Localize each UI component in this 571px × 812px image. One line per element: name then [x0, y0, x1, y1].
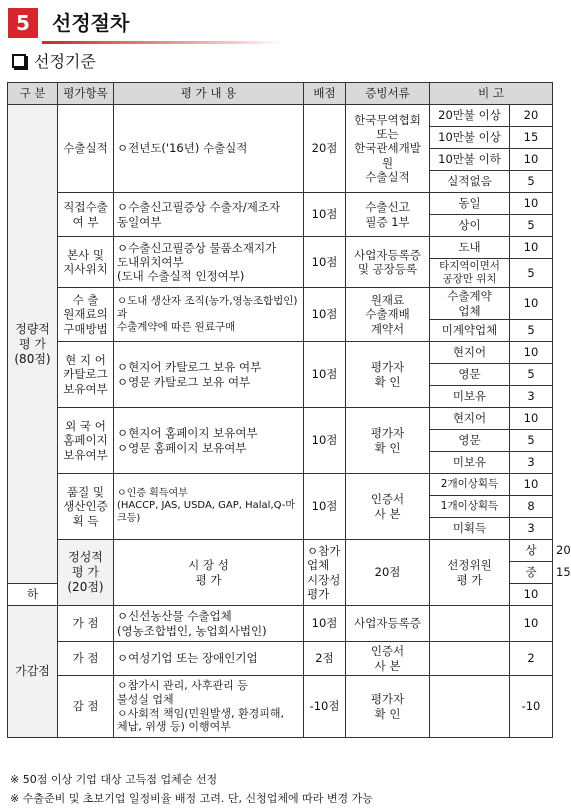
remark-label: 영문 — [430, 364, 510, 386]
item-score: 2점 — [304, 642, 346, 676]
remark-label: 하 — [8, 584, 58, 606]
item-score: 10점 — [304, 408, 346, 474]
item-document: 인증서 사 본 — [346, 474, 430, 540]
item-score: 10점 — [304, 193, 346, 237]
item-name: 수 출 원재료의 구매방법 — [58, 288, 114, 342]
footnote: ※ 수출준비 및 초보기업 일정비율 배정 고려. 단, 신청업체에 따라 변경 가능 — [10, 792, 373, 805]
remark-label: 상이 — [430, 215, 510, 237]
remark-label: 미계약업체 — [430, 320, 510, 342]
item-document: 선정위원 평 가 — [430, 540, 510, 606]
remark-empty — [430, 606, 510, 642]
section-header — [8, 8, 288, 40]
remark-value: 3 — [510, 386, 553, 408]
remark-value: 5 — [510, 171, 553, 193]
item-name: 현 지 어 카탈로그 보유여부 — [58, 342, 114, 408]
footnote: ※ 50점 이상 기업 대상 고득점 업체순 선정 — [10, 773, 218, 786]
item-document: 평가자 확 인 — [346, 342, 430, 408]
item-content: ㅇ전년도('16년) 수출실적 — [114, 105, 304, 193]
item-content: ㅇ도내 생산자 조직(농가,영농조합법인)과 수출계약에 따른 원료구매 — [114, 288, 304, 342]
item-document: 원재료 수출재배 계약서 — [346, 288, 430, 342]
remark-value: 3 — [510, 518, 553, 540]
item-content: ㅇ신선농산물 수출업체 (영농조합법인, 농업회사법인) — [114, 606, 304, 642]
header-score: 배점 — [304, 83, 346, 105]
remark-value: 5 — [510, 259, 553, 288]
item-content: ㅇ현지어 카탈로그 보유 여부 ㅇ영문 카탈로그 보유 여부 — [114, 342, 304, 408]
remark-label: 동일 — [430, 193, 510, 215]
remark-empty — [430, 676, 510, 738]
item-score: 20점 — [304, 105, 346, 193]
remark-label: 도내 — [430, 237, 510, 259]
item-score: 10점 — [304, 237, 346, 288]
item-score: 10점 — [304, 342, 346, 408]
remark-label: 상 — [510, 540, 553, 562]
remark-value: 10 — [510, 342, 553, 364]
subheading — [12, 52, 96, 72]
criteria-table: 구 분 평가항목 평 가 내 용 배점 증빙서류 비 고 정량적 평 가 (80점) 수출실적 ㅇ전년도('16년) 수출실적 20점 한국무역협회 또는 한국관세개발원 수출실적 20만불 이상 20 10만불 이상 15 10만불 이하 10 실적없음 5 직접수출 여 부 ㅇ수출신고필증상 수출자/제조자 동일여부 10점 수출신고 필증 1부 동일 10 상이 5 본사 및 지사위치 ㅇ수출신고필증상 물품소재지가 도내위치여부 (도내 수출실적 인정여부) 10점 사업자등록증 및 공장등록 도내 10 타지역이면서 공장만 위치 5 수 출 원재료의 구매방법 ㅇ도내 생산자 조직(농가,영농조합법인)과 수출계약에 따른 원료구매 10점 원재료 수출재배 계약서 수출계약 업체 10 미계약업체 5 현 지 어 카탈로그 보유여부 ㅇ현지어 카탈로그 보유 여부 ㅇ영문 카탈로그 보유 여부 10점 평가자 확 인 현지어 10 영문 5 미보유 3 외 국 어 홈페이지 보유여부 ㅇ현지어 홈페이지 보유여부 ㅇ영문 홈페이지 보유여부 10점 평가자 확 인 현지어 10 영문 5 미보유 3 품질 및 생산인증 획 득 ㅇ인증 획득여부 (HACCP, JAS, USDA, GAP, Halal,Q-마크등) 10점 인증서 사 본 2개이상획득 10 1개이상획득 8 미획득 3 정성적 평 가 (20점) 시 장 성 평 가 ㅇ참가업체 시장성평가 20점 선정위원 평 가 상 20 중 15 하 10 가감점 가 점 ㅇ신선농산물 수출업체 (영농조합법인, 농업회사법인) 10점 사업자등록증 10 가 점 ㅇ여성기업 또는 장애인기업 2점 인증서 사 본 2 감 점 ㅇ참가시 관리, 사후관리 등 불성실 업체 ㅇ사회적 책임(민원발생, 환경피해, 체납, 위생 등) 이행여부 -10점 평가자 확 인 -10 — [7, 82, 553, 738]
item-name: 외 국 어 홈페이지 보유여부 — [58, 408, 114, 474]
remark-value: 10 — [510, 584, 553, 606]
item-name: 감 점 — [58, 676, 114, 738]
section-title: 선정절차 — [52, 11, 130, 35]
item-document: 한국무역협회 또는 한국관세개발원 수출실적 — [346, 105, 430, 193]
remark-value: 10 — [510, 193, 553, 215]
remark-label: 2개이상획득 — [430, 474, 510, 496]
remark-value: 10 — [510, 474, 553, 496]
item-content: ㅇ참가업체 시장성평가 — [304, 540, 346, 606]
item-name: 본사 및 지사위치 — [58, 237, 114, 288]
remark-label: 타지역이면서 공장만 위치 — [430, 259, 510, 288]
category-qualitative: 정성적 평 가 (20점) — [58, 540, 114, 606]
remark-label: 현지어 — [430, 408, 510, 430]
item-content: ㅇ현지어 홈페이지 보유여부 ㅇ영문 홈페이지 보유여부 — [114, 408, 304, 474]
item-score: -10점 — [304, 676, 346, 738]
remark-value: 20 — [510, 105, 553, 127]
remark-value: 10 — [510, 288, 553, 320]
remark-value: 5 — [510, 215, 553, 237]
item-name: 시 장 성 평 가 — [114, 540, 304, 606]
remark-value: 10 — [510, 606, 553, 642]
remark-label: 실적없음 — [430, 171, 510, 193]
remark-value: 2 — [510, 642, 553, 676]
remark-label: 영문 — [430, 430, 510, 452]
remark-label: 중 — [510, 562, 553, 584]
header-category: 구 분 — [8, 83, 58, 105]
remark-label: 수출계약 업체 — [430, 288, 510, 320]
item-document: 평가자 확 인 — [346, 408, 430, 474]
remark-value: 15 — [510, 127, 553, 149]
item-score: 10점 — [304, 474, 346, 540]
remark-label: 미보유 — [430, 386, 510, 408]
item-score: 10점 — [304, 606, 346, 642]
item-document: 인증서 사 본 — [346, 642, 430, 676]
item-name: 수출실적 — [58, 105, 114, 193]
remark-label: 10만불 이하 — [430, 149, 510, 171]
remark-label: 현지어 — [430, 342, 510, 364]
remark-label: 미획득 — [430, 518, 510, 540]
remark-value: 10 — [510, 408, 553, 430]
checkbox-square-icon — [12, 54, 26, 68]
remark-value: 8 — [510, 496, 553, 518]
remark-value: 3 — [510, 452, 553, 474]
item-document: 사업자등록증 — [346, 606, 430, 642]
item-content: ㅇ수출신고필증상 수출자/제조자 동일여부 — [114, 193, 304, 237]
item-document: 수출신고 필증 1부 — [346, 193, 430, 237]
header-content: 평 가 내 용 — [114, 83, 304, 105]
remark-value: 5 — [510, 320, 553, 342]
item-name: 가 점 — [58, 642, 114, 676]
header-remarks: 비 고 — [430, 83, 553, 105]
remark-value: 10 — [510, 149, 553, 171]
item-content: ㅇ인증 획득여부 (HACCP, JAS, USDA, GAP, Halal,Q-마크등) — [114, 474, 304, 540]
item-name: 품질 및 생산인증 획 득 — [58, 474, 114, 540]
header-document: 증빙서류 — [346, 83, 430, 105]
header-item: 평가항목 — [58, 83, 114, 105]
remark-label: 1개이상획득 — [430, 496, 510, 518]
item-content: ㅇ수출신고필증상 물품소재지가 도내위치여부 (도내 수출실적 인정여부) — [114, 237, 304, 288]
category-quantitative: 정량적 평 가 (80점) — [8, 105, 58, 584]
remark-value: -10 — [510, 676, 553, 738]
section-underline — [42, 41, 282, 44]
item-document: 평가자 확 인 — [346, 676, 430, 738]
remark-value: 5 — [510, 430, 553, 452]
section-number-badge: 5 — [8, 8, 38, 38]
item-score: 20점 — [346, 540, 430, 606]
item-content: ㅇ여성기업 또는 장애인기업 — [114, 642, 304, 676]
remark-label: 20만불 이상 — [430, 105, 510, 127]
item-name: 가 점 — [58, 606, 114, 642]
remark-label: 미보유 — [430, 452, 510, 474]
remark-value: 10 — [510, 237, 553, 259]
footnotes — [10, 770, 373, 808]
category-adjustment: 가감점 — [8, 606, 58, 738]
remark-value: 5 — [510, 364, 553, 386]
item-score: 10점 — [304, 288, 346, 342]
item-document: 사업자등록증 및 공장등록 — [346, 237, 430, 288]
item-name: 직접수출 여 부 — [58, 193, 114, 237]
item-content: ㅇ참가시 관리, 사후관리 등 불성실 업체 ㅇ사회적 책임(민원발생, 환경피해, 체납, 위생 등) 이행여부 — [114, 676, 304, 738]
remark-label: 10만불 이상 — [430, 127, 510, 149]
remark-empty — [430, 642, 510, 676]
subheading-text: 선정기준 — [34, 52, 96, 71]
